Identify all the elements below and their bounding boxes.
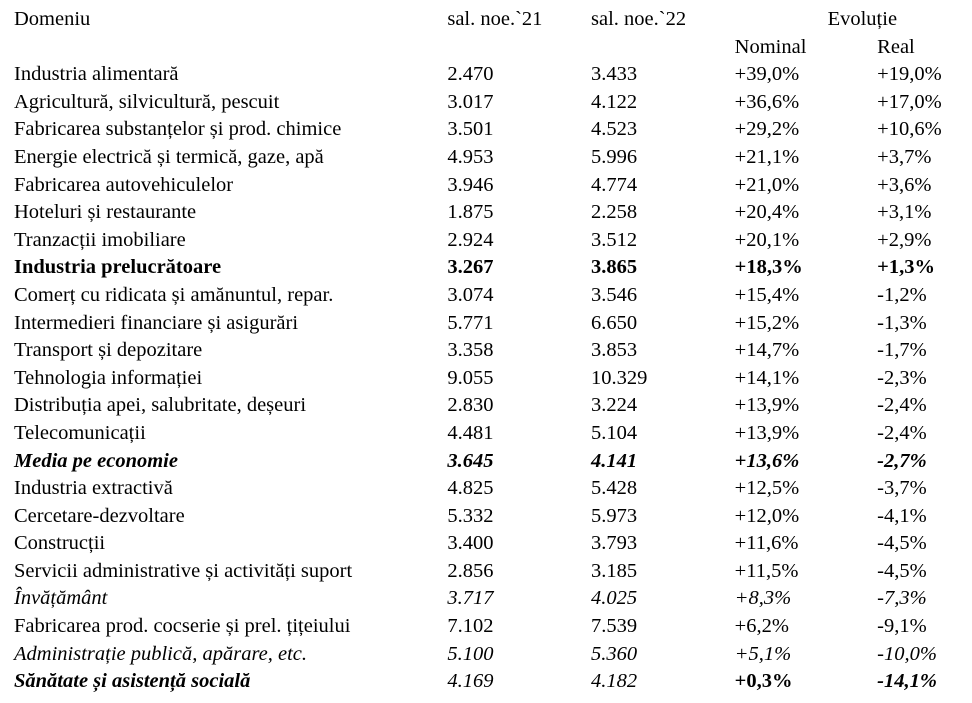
- domain-cell: Energie electrică și termică, gaze, apă: [14, 145, 324, 168]
- salary-2022-cell: 3.793: [591, 532, 638, 555]
- salary-2021-cell: 2.924: [447, 228, 494, 251]
- domain-cell: Administrație publică, apărare, etc.: [14, 642, 308, 665]
- domain-cell: Telecomunicații: [14, 421, 146, 444]
- salary-2022-cell: 5.104: [591, 421, 638, 444]
- domain-cell: Învățământ: [14, 587, 108, 610]
- real-change-cell: -7,3%: [877, 587, 927, 610]
- real-change-cell: +19,0%: [877, 63, 942, 86]
- salary-2021-cell: 2.856: [447, 559, 494, 582]
- salary-2022-cell: 10.329: [591, 366, 648, 389]
- nominal-change-cell: +6,2%: [734, 615, 789, 638]
- nominal-change-cell: +21,0%: [734, 173, 800, 196]
- table-row: [14, 448, 972, 476]
- salary-2022-cell: 5.973: [591, 504, 638, 527]
- nominal-change-cell: +11,5%: [734, 559, 799, 582]
- domain-cell: Intermedieri financiare și asigurări: [14, 311, 299, 334]
- real-change-cell: -2,7%: [877, 449, 927, 472]
- domain-cell: Fabricarea autovehiculelor: [14, 173, 234, 196]
- salary-2022-cell: 3.433: [591, 63, 638, 86]
- real-change-cell: -14,1%: [877, 670, 937, 693]
- table-row: [14, 558, 972, 586]
- table-row: [14, 420, 972, 448]
- salary-2022-cell: 4.025: [591, 587, 638, 610]
- table-row: [14, 254, 972, 282]
- table-body: [14, 61, 972, 696]
- domain-cell: Industria prelucrătoare: [14, 256, 222, 279]
- real-change-cell: +3,6%: [877, 173, 932, 196]
- salary-2022-cell: 3.865: [591, 256, 638, 279]
- real-change-cell: -2,4%: [877, 421, 927, 444]
- header-row: [14, 6, 972, 34]
- table-row: [14, 199, 972, 227]
- nominal-change-cell: +15,4%: [734, 283, 800, 306]
- salary-2022-cell: 5.360: [591, 642, 638, 665]
- salary-2021-cell: 5.771: [447, 311, 494, 334]
- table-row: [14, 475, 972, 503]
- header-sal21: sal. noe.`21: [447, 8, 543, 30]
- salary-2021-cell: 3.717: [447, 587, 494, 610]
- domain-cell: Comerț cu ridicata și amănuntul, repar.: [14, 283, 334, 306]
- real-change-cell: -4,1%: [877, 504, 927, 527]
- table-row: [14, 61, 972, 89]
- real-change-cell: -9,1%: [877, 615, 927, 638]
- nominal-change-cell: +13,6%: [734, 449, 800, 472]
- table-row: [14, 503, 972, 531]
- table-row: [14, 613, 972, 641]
- real-change-cell: +3,7%: [877, 145, 932, 168]
- salary-2022-cell: 7.539: [591, 615, 638, 638]
- table-row: [14, 172, 972, 200]
- real-change-cell: +17,0%: [877, 90, 942, 113]
- table-row: [14, 89, 972, 117]
- domain-cell: Distribuția apei, salubritate, deșeuri: [14, 394, 307, 417]
- table-row: [14, 337, 972, 365]
- nominal-change-cell: +14,1%: [734, 366, 800, 389]
- nominal-change-cell: +12,5%: [734, 477, 800, 500]
- salary-2021-cell: 3.645: [447, 449, 494, 472]
- domain-cell: Agricultură, silvicultură, pescuit: [14, 90, 280, 113]
- header-sal22: sal. noe.`22: [591, 8, 687, 30]
- domain-cell: Construcții: [14, 532, 106, 555]
- nominal-change-cell: +13,9%: [734, 394, 800, 417]
- real-change-cell: +10,6%: [877, 118, 942, 141]
- salary-2021-cell: 2.470: [447, 63, 494, 86]
- subheader-row: [14, 34, 972, 62]
- table-row: [14, 530, 972, 558]
- salary-2021-cell: 4.825: [447, 477, 494, 500]
- salary-2022-cell: 3.512: [591, 228, 638, 251]
- real-change-cell: -3,7%: [877, 477, 927, 500]
- nominal-change-cell: +5,1%: [734, 642, 792, 665]
- table-row: [14, 144, 972, 172]
- nominal-change-cell: +20,1%: [734, 228, 800, 251]
- salary-2022-cell: 2.258: [591, 201, 638, 224]
- domain-cell: Industria alimentară: [14, 63, 179, 86]
- salary-2022-cell: 6.650: [591, 311, 638, 334]
- header-evolution: Evoluție: [827, 8, 898, 30]
- salary-evolution-table: [14, 6, 972, 696]
- salary-2022-cell: 3.546: [591, 283, 638, 306]
- salary-2022-cell: 3.853: [591, 339, 638, 362]
- salary-2022-cell: 3.185: [591, 559, 638, 582]
- domain-cell: Fabricarea prod. cocserie și prel. țițeiului: [14, 615, 351, 638]
- salary-2021-cell: 4.169: [447, 670, 494, 693]
- salary-2022-cell: 4.523: [591, 118, 638, 141]
- salary-2021-cell: 3.017: [447, 90, 494, 113]
- table-row: [14, 641, 972, 669]
- domain-cell: Sănătate și asistență socială: [14, 670, 251, 693]
- nominal-change-cell: +12,0%: [734, 504, 800, 527]
- real-change-cell: -2,3%: [877, 366, 927, 389]
- header-nominal: Nominal: [734, 35, 807, 58]
- real-change-cell: +1,3%: [877, 256, 935, 279]
- salary-2022-cell: 4.774: [591, 173, 638, 196]
- salary-2021-cell: 2.830: [447, 394, 494, 417]
- salary-2021-cell: 3.267: [447, 256, 494, 279]
- nominal-change-cell: +36,6%: [734, 90, 800, 113]
- salary-2021-cell: 9.055: [447, 366, 494, 389]
- real-change-cell: -1,3%: [877, 311, 927, 334]
- nominal-change-cell: +21,1%: [734, 145, 800, 168]
- nominal-change-cell: +11,6%: [734, 532, 799, 555]
- real-change-cell: -2,4%: [877, 394, 927, 417]
- table-row: [14, 116, 972, 144]
- table-row: [14, 227, 972, 255]
- nominal-change-cell: +0,3%: [734, 670, 793, 693]
- real-change-cell: +2,9%: [877, 228, 932, 251]
- header-real: Real: [877, 35, 915, 58]
- salary-2022-cell: 4.122: [591, 90, 638, 113]
- table-row: [14, 310, 972, 338]
- table-row: [14, 585, 972, 613]
- domain-cell: Servicii administrative și activități suport: [14, 559, 353, 582]
- nominal-change-cell: +8,3%: [734, 587, 792, 610]
- salary-2022-cell: 3.224: [591, 394, 638, 417]
- nominal-change-cell: +13,9%: [734, 421, 800, 444]
- nominal-change-cell: +18,3%: [734, 256, 803, 279]
- real-change-cell: -1,7%: [877, 339, 927, 362]
- salary-2022-cell: 4.141: [591, 449, 638, 472]
- salary-2021-cell: 3.358: [447, 339, 494, 362]
- salary-2022-cell: 4.182: [591, 670, 638, 693]
- salary-2021-cell: 4.953: [447, 145, 494, 168]
- table-row: [14, 282, 972, 310]
- real-change-cell: +3,1%: [877, 201, 932, 224]
- real-change-cell: -4,5%: [877, 559, 927, 582]
- nominal-change-cell: +20,4%: [734, 201, 800, 224]
- salary-2021-cell: 3.501: [447, 118, 494, 141]
- domain-cell: Hoteluri și restaurante: [14, 201, 197, 224]
- real-change-cell: -10,0%: [877, 642, 937, 665]
- salary-2021-cell: 1.875: [447, 201, 494, 224]
- salary-2021-cell: 7.102: [447, 615, 494, 638]
- salary-2021-cell: 3.946: [447, 173, 494, 196]
- domain-cell: Tehnologia informației: [14, 366, 203, 389]
- nominal-change-cell: +29,2%: [734, 118, 800, 141]
- header-domain: Domeniu: [14, 8, 91, 30]
- real-change-cell: -4,5%: [877, 532, 927, 555]
- table-row: [14, 668, 972, 696]
- salary-2021-cell: 5.100: [447, 642, 494, 665]
- domain-cell: Industria extractivă: [14, 477, 173, 500]
- domain-cell: Tranzacții imobiliare: [14, 228, 186, 251]
- salary-2021-cell: 3.400: [447, 532, 494, 555]
- table-row: [14, 392, 972, 420]
- nominal-change-cell: +14,7%: [734, 339, 800, 362]
- domain-cell: Cercetare-dezvoltare: [14, 504, 185, 527]
- domain-cell: Media pe economie: [14, 449, 178, 472]
- salary-2022-cell: 5.428: [591, 477, 638, 500]
- nominal-change-cell: +15,2%: [734, 311, 800, 334]
- salary-2021-cell: 5.332: [447, 504, 494, 527]
- real-change-cell: -1,2%: [877, 283, 927, 306]
- salary-2021-cell: 3.074: [447, 283, 494, 306]
- salary-2021-cell: 4.481: [447, 421, 494, 444]
- domain-cell: Transport și depozitare: [14, 339, 203, 362]
- table-row: [14, 365, 972, 393]
- nominal-change-cell: +39,0%: [734, 63, 800, 86]
- domain-cell: Fabricarea substanțelor și prod. chimice: [14, 118, 342, 141]
- salary-2022-cell: 5.996: [591, 145, 638, 168]
